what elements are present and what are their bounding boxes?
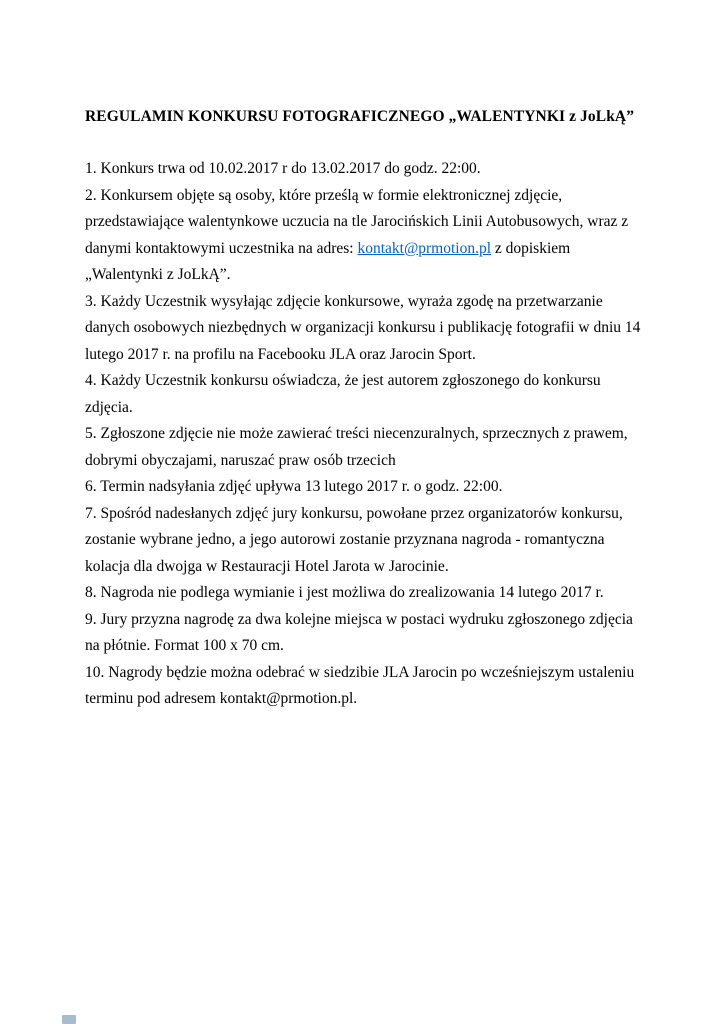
paragraph-2 [85, 183, 641, 289]
paragraph-3: 3. Każdy Uczestnik wysyłając zdjęcie konkursowe, wyraża zgodę na przetwarzanie danych osobowych niezbędnych w organizacji konkursu i publikację fotografii w dniu 14 lutego 2017 r. na profilu na Facebooku JLA oraz Jarocin Sport. [85, 292, 641, 363]
paragraph-10: 10. Nagrody będzie można odebrać w siedzibie JLA Jarocin po wcześniejszym ustaleniu terminu pod adresem kontakt@prmotion.pl. [85, 663, 635, 707]
paragraph-5: 5. Zgłoszone zdjęcie nie może zawierać treści niecenzuralnych, sprzecznych z prawem, dobrymi obyczajami, naruszać praw osób trzecich [85, 425, 628, 469]
paragraph-2-text-before-link: 2. Konkursem objęte są osoby, które prześlą w formie elektronicznej zdjęcie, przedstawiające walentynkowe uczucia na tle Jarocińskich Linii Autobusowych, wraz z danymi kontaktowymi uczestnika na adres: [85, 186, 629, 257]
paragraph-7: 7. Spośród nadesłanych zdjęć jury konkursu, powołane przez organizatorów konkursu, zostanie wybrane jedno, a jego autorowi zostanie przyznana nagroda - romantyczna kolacja dla dwojga w Restauracji Hotel Jarota w Jarocinie. [85, 504, 623, 575]
document-title: REGULAMIN KONKURSU FOTOGRAFICZNEGO „WALENTYNKI z JoLkĄ” [85, 108, 635, 125]
paragraph-2-text-after-link: z dopiskiem „Walentynki z JoLkĄ”. [85, 239, 571, 283]
paragraph-6: 6. Termin nadsyłania zdjęć upływa 13 lutego 2017 r. o godz. 22:00. [85, 478, 503, 495]
paragraph-8: 8. Nagroda nie podlega wymianie i jest możliwa do zrealizowania 14 lutego 2017 r. [85, 584, 604, 601]
email-link[interactable]: kontakt@prmotion.pl [357, 239, 491, 257]
paragraph-1: 1. Konkurs trwa od 10.02.2017 r do 13.02.2017 do godz. 22:00. [85, 160, 481, 177]
paragraph-4: 4. Każdy Uczestnik konkursu oświadcza, że jest autorem zgłoszonego do konkursu zdjęcia. [85, 372, 601, 416]
page-corner-artifact [62, 1015, 76, 1024]
paragraph-9: 9. Jury przyzna nagrodę za dwa kolejne miejsca w postaci wydruku zgłoszonego zdjęcia na płótnie. Format 100 x 70 cm. [85, 610, 633, 654]
